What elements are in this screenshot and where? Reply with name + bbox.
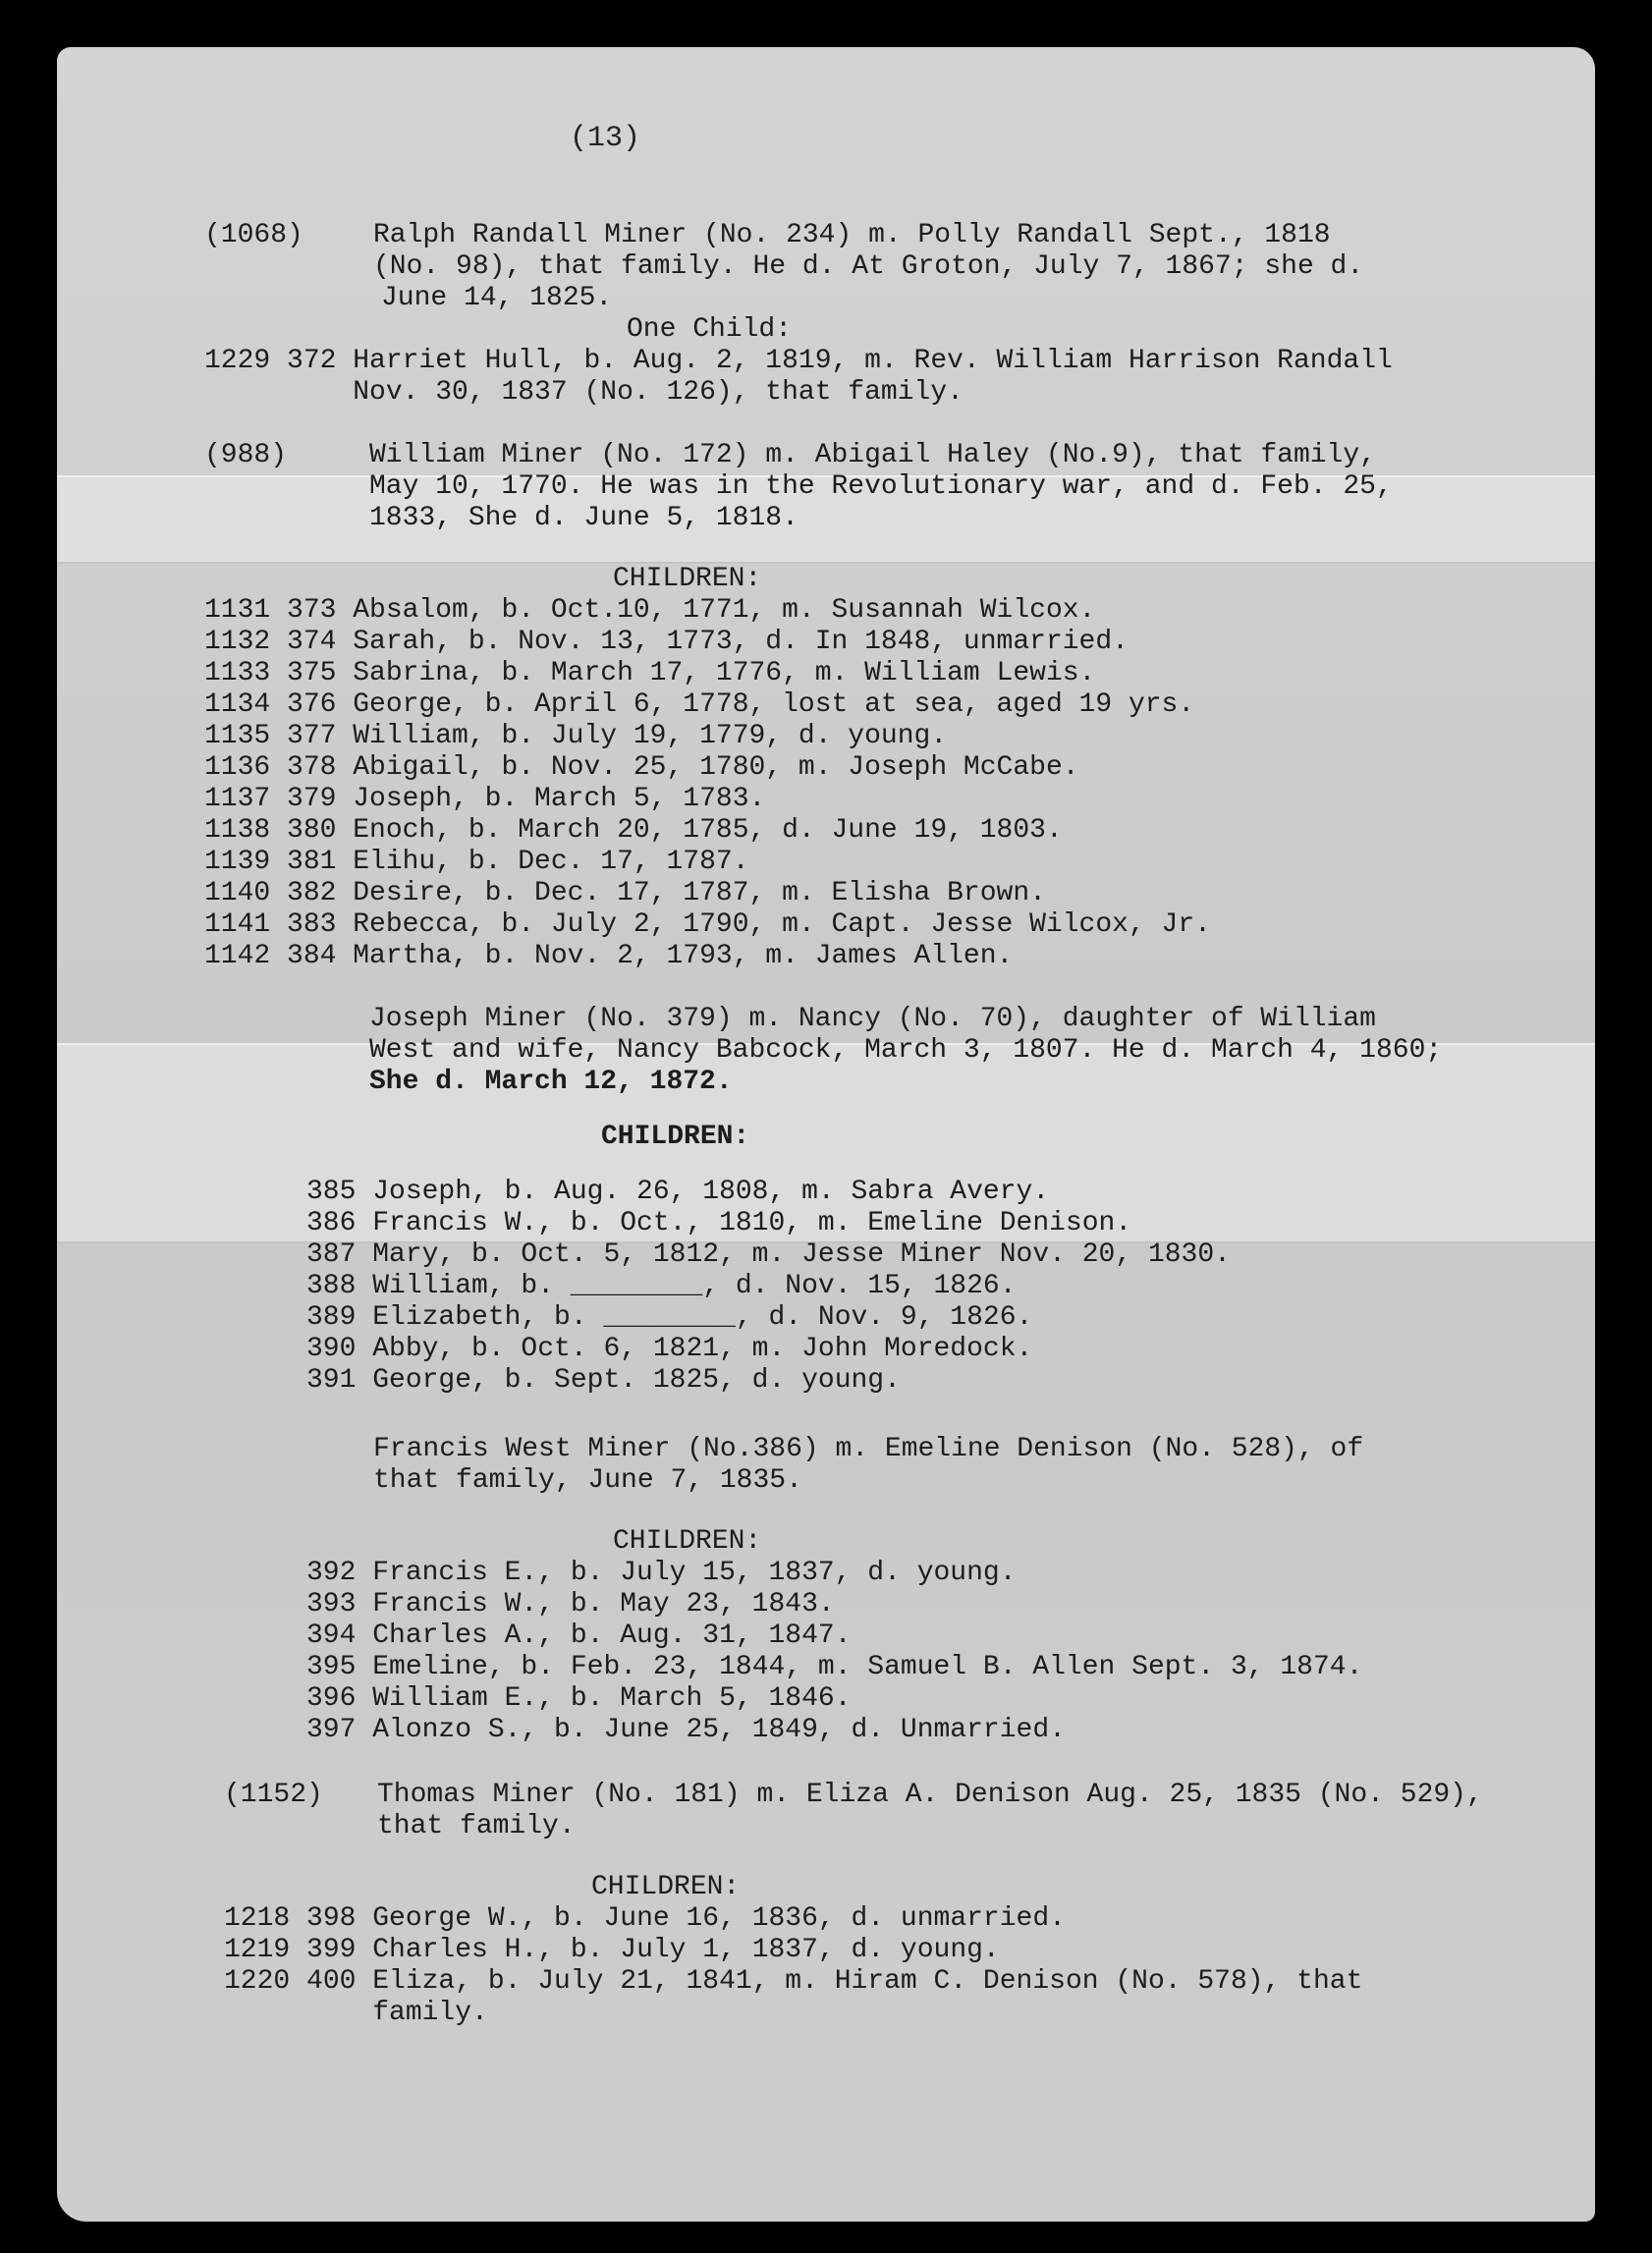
child-entry: Nov. 30, 1837 (No. 126), that family. xyxy=(204,377,964,408)
child-entry: 1219 399 Charles H., b. July 1, 1837, d. young. xyxy=(224,1935,1000,1965)
child-entry: 1132 374 Sarah, b. Nov. 13, 1773, d. In 1848, unmarried. xyxy=(204,627,1129,657)
section-heading: CHILDREN: xyxy=(591,1872,741,1902)
child-entry: 394 Charles A., b. Aug. 31, 1847. xyxy=(306,1621,852,1651)
child-entry: 1141 383 Rebecca, b. July 2, 1790, m. Capt. Jesse Wilcox, Jr. xyxy=(204,909,1211,940)
child-entry: 1131 373 Absalom, b. Oct.10, 1771, m. Susannah Wilcox. xyxy=(204,595,1096,626)
text-line: William Miner (No. 172) m. Abigail Haley (No.9), that family, xyxy=(369,440,1376,470)
text-line: She d. March 12, 1872. xyxy=(369,1067,733,1097)
text-line: June 14, 1825. xyxy=(381,283,613,313)
text-line: Francis West Miner (No.386) m. Emeline Denison (No. 528), of xyxy=(373,1434,1364,1464)
reference-number: (1152) xyxy=(224,1780,323,1810)
page-number: (13) xyxy=(570,122,641,155)
reference-number: (988) xyxy=(204,440,288,470)
text-line: that family, June 7, 1835. xyxy=(373,1465,802,1496)
section-heading: CHILDREN: xyxy=(613,564,762,594)
child-entry: 1137 379 Joseph, b. March 5, 1783. xyxy=(204,784,766,814)
child-entry: 387 Mary, b. Oct. 5, 1812, m. Jesse Miner Nov. 20, 1830. xyxy=(306,1239,1231,1270)
child-entry: 1134 376 George, b. April 6, 1778, lost at sea, aged 19 yrs. xyxy=(204,689,1195,720)
child-entry: 397 Alonzo S., b. June 25, 1849, d. Unmarried. xyxy=(306,1715,1066,1745)
child-entry: 1138 380 Enoch, b. March 20, 1785, d. June 19, 1803. xyxy=(204,815,1063,846)
child-entry: 1133 375 Sabrina, b. March 17, 1776, m. William Lewis. xyxy=(204,658,1096,688)
child-entry: 1220 400 Eliza, b. July 21, 1841, m. Hiram C. Denison (No. 578), that xyxy=(224,1966,1363,1997)
child-entry: 1229 372 Harriet Hull, b. Aug. 2, 1819, m. Rev. William Harrison Randall xyxy=(204,346,1393,376)
text-line: 1833, She d. June 5, 1818. xyxy=(369,503,798,533)
child-entry: 1218 398 George W., b. June 16, 1836, d. unmarried. xyxy=(224,1903,1066,1934)
child-entry: 393 Francis W., b. May 23, 1843. xyxy=(306,1589,835,1620)
child-entry: 1139 381 Elihu, b. Dec. 17, 1787. xyxy=(204,847,749,877)
text-line: Thomas Miner (No. 181) m. Eliza A. Denison Aug. 25, 1835 (No. 529), xyxy=(377,1780,1483,1810)
child-entry: 391 George, b. Sept. 1825, d. young. xyxy=(306,1365,901,1396)
text-line: May 10, 1770. He was in the Revolutionary war, and d. Feb. 25, xyxy=(369,471,1393,502)
child-entry: 388 William, b. ________, d. Nov. 15, 1826. xyxy=(306,1271,1017,1301)
child-entry: 385 Joseph, b. Aug. 26, 1808, m. Sabra Avery. xyxy=(306,1177,1050,1207)
text-line: Ralph Randall Miner (No. 234) m. Polly Randall Sept., 1818 xyxy=(373,220,1331,250)
child-entry: 392 Francis E., b. July 15, 1837, d. young. xyxy=(306,1558,1017,1588)
child-entry: 1142 384 Martha, b. Nov. 2, 1793, m. James Allen. xyxy=(204,941,1014,971)
child-entry: 389 Elizabeth, b. ________, d. Nov. 9, 1826. xyxy=(306,1302,1033,1333)
text-line: (No. 98), that family. He d. At Groton, July 7, 1867; she d. xyxy=(373,251,1364,282)
text-line: Joseph Miner (No. 379) m. Nancy (No. 70), daughter of William xyxy=(369,1004,1376,1034)
child-entry: 1135 377 William, b. July 19, 1779, d. young. xyxy=(204,721,948,751)
child-entry: 1140 382 Desire, b. Dec. 17, 1787, m. Elisha Brown. xyxy=(204,878,1046,908)
text-line: that family. xyxy=(377,1811,576,1841)
section-heading: One Child: xyxy=(627,314,793,345)
text-line: West and wife, Nancy Babcock, March 3, 1807. He d. March 4, 1860; xyxy=(369,1035,1443,1066)
child-entry: 396 William E., b. March 5, 1846. xyxy=(306,1683,852,1714)
child-entry: 386 Francis W., b. Oct., 1810, m. Emeline Denison. xyxy=(306,1208,1132,1238)
child-entry: 395 Emeline, b. Feb. 23, 1844, m. Samuel B. Allen Sept. 3, 1874. xyxy=(306,1652,1363,1682)
document-page xyxy=(57,47,1595,2222)
child-entry: 390 Abby, b. Oct. 6, 1821, m. John Moredock. xyxy=(306,1334,1033,1364)
reference-number: (1068) xyxy=(204,220,303,250)
child-entry: family. xyxy=(224,1998,488,2028)
section-heading: CHILDREN: xyxy=(613,1526,762,1557)
child-entry: 1136 378 Abigail, b. Nov. 25, 1780, m. Joseph McCabe. xyxy=(204,752,1079,783)
section-heading: CHILDREN: xyxy=(601,1122,750,1152)
